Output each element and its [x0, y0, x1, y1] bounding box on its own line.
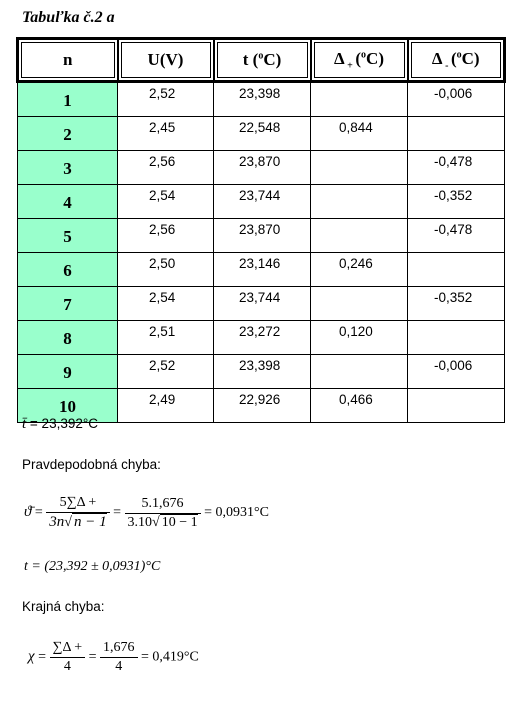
voltage-cell: 2,54: [118, 185, 214, 219]
row-index-cell: 3: [18, 151, 118, 185]
delta-minus-cell: -0,352: [408, 185, 505, 219]
formula-result: = 0,0931°C: [204, 505, 269, 521]
delta-minus-cell: [408, 117, 505, 151]
extreme-result: = 0,419°C: [141, 649, 199, 665]
delta-minus-cell: -0,352: [408, 287, 505, 321]
delta-minus-cell: -0,478: [408, 151, 505, 185]
measurement-table: [16, 37, 506, 423]
table-row: [18, 151, 505, 185]
delta-minus-cell: -0,478: [408, 219, 505, 253]
delta-plus-cell: 0,844: [311, 117, 408, 151]
temperature-cell: 23,870: [214, 219, 311, 253]
row-index-cell: 4: [18, 185, 118, 219]
result-line: t = (23,392 ± 0,0931)°C: [24, 559, 161, 574]
temperature-cell: 23,744: [214, 287, 311, 321]
table-row: [18, 219, 505, 253]
voltage-cell: 2,54: [118, 287, 214, 321]
table-row: [18, 117, 505, 151]
delta-plus-cell: [311, 355, 408, 389]
header-delta-minus: Δ $_-$ ($^o$C): [408, 39, 505, 82]
row-index-cell: 1: [18, 82, 118, 117]
delta-plus-cell: [311, 287, 408, 321]
temperature-cell: 22,548: [214, 117, 311, 151]
table-row: [18, 253, 505, 287]
delta-minus-cell: -0,006: [408, 82, 505, 117]
probable-error-label: Pravdepodobná chyba:: [22, 457, 161, 472]
table-row: [18, 82, 505, 117]
delta-minus-cell: -0,006: [408, 355, 505, 389]
table-header-row: [18, 39, 505, 82]
probable-error-formula: ϑ̄ = $\frac{5\sum\Delta +}{3n√ n - 1}$ = $\frac{5.1,676}{3.10√ 10 - 1}$ = 0,0931°C: [24, 495, 269, 530]
delta-plus-cell: [311, 82, 408, 117]
extreme-fraction-1: $\frac{\sum\Delta +}{4}$: [50, 640, 86, 675]
formula-fraction-1: $\frac{5\sum\Delta +}{3n√ n - 1}$: [46, 495, 109, 531]
delta-minus-cell: [408, 253, 505, 287]
temperature-cell: 22,926: [214, 389, 311, 423]
temperature-cell: 23,744: [214, 185, 311, 219]
table-row: [18, 185, 505, 219]
extreme-lhs: χ: [28, 648, 35, 665]
delta-minus-cell: [408, 321, 505, 355]
row-index-cell: 9: [18, 355, 118, 389]
temperature-cell: 23,870: [214, 151, 311, 185]
mean-symbol: t̄: [22, 416, 27, 432]
extreme-error-formula: χ = $\frac{\sum\Delta +}{4}$ = $\frac{1,676}{4}$ = 0,419°C: [28, 640, 199, 674]
voltage-cell: 2,52: [118, 82, 214, 117]
formula-fraction-2: $\frac{5.1,676}{3.10√ 10 - 1}$: [125, 496, 201, 531]
voltage-cell: 2,51: [118, 321, 214, 355]
row-index-cell: 10: [18, 389, 118, 423]
mean-line: [22, 416, 98, 433]
row-index-cell: 5: [18, 219, 118, 253]
delta-plus-cell: [311, 219, 408, 253]
delta-plus-cell: 0,466: [311, 389, 408, 423]
voltage-cell: 2,50: [118, 253, 214, 287]
delta-plus-cell: 0,120: [311, 321, 408, 355]
table-body: [18, 82, 505, 423]
header-n: n: [18, 39, 118, 82]
temperature-cell: 23,146: [214, 253, 311, 287]
voltage-cell: 2,56: [118, 219, 214, 253]
table-title: Tabuľka č.2 a: [22, 9, 115, 26]
row-index-cell: 2: [18, 117, 118, 151]
header-voltage: U(V): [118, 39, 214, 82]
extreme-error-label: Krajná chyba:: [22, 599, 105, 614]
row-index-cell: 8: [18, 321, 118, 355]
table-row: [18, 321, 505, 355]
header-temperature: t ($^o$C): [214, 39, 311, 82]
formula-lhs: ϑ̄: [24, 504, 32, 521]
table-row: [18, 287, 505, 321]
temperature-cell: 23,272: [214, 321, 311, 355]
voltage-cell: 2,49: [118, 389, 214, 423]
temperature-cell: 23,398: [214, 355, 311, 389]
delta-plus-cell: [311, 185, 408, 219]
delta-plus-cell: [311, 151, 408, 185]
delta-plus-cell: 0,246: [311, 253, 408, 287]
header-delta-plus: Δ $_+$ ($^o$C): [311, 39, 408, 82]
delta-minus-cell: [408, 389, 505, 423]
table-row: [18, 355, 505, 389]
voltage-cell: 2,56: [118, 151, 214, 185]
mean-value: = 23,392°C: [26, 416, 98, 431]
row-index-cell: 7: [18, 287, 118, 321]
temperature-cell: 23,398: [214, 82, 311, 117]
voltage-cell: 2,52: [118, 355, 214, 389]
extreme-fraction-2: $\frac{1,676}{4}$: [100, 640, 138, 675]
voltage-cell: 2,45: [118, 117, 214, 151]
row-index-cell: 6: [18, 253, 118, 287]
